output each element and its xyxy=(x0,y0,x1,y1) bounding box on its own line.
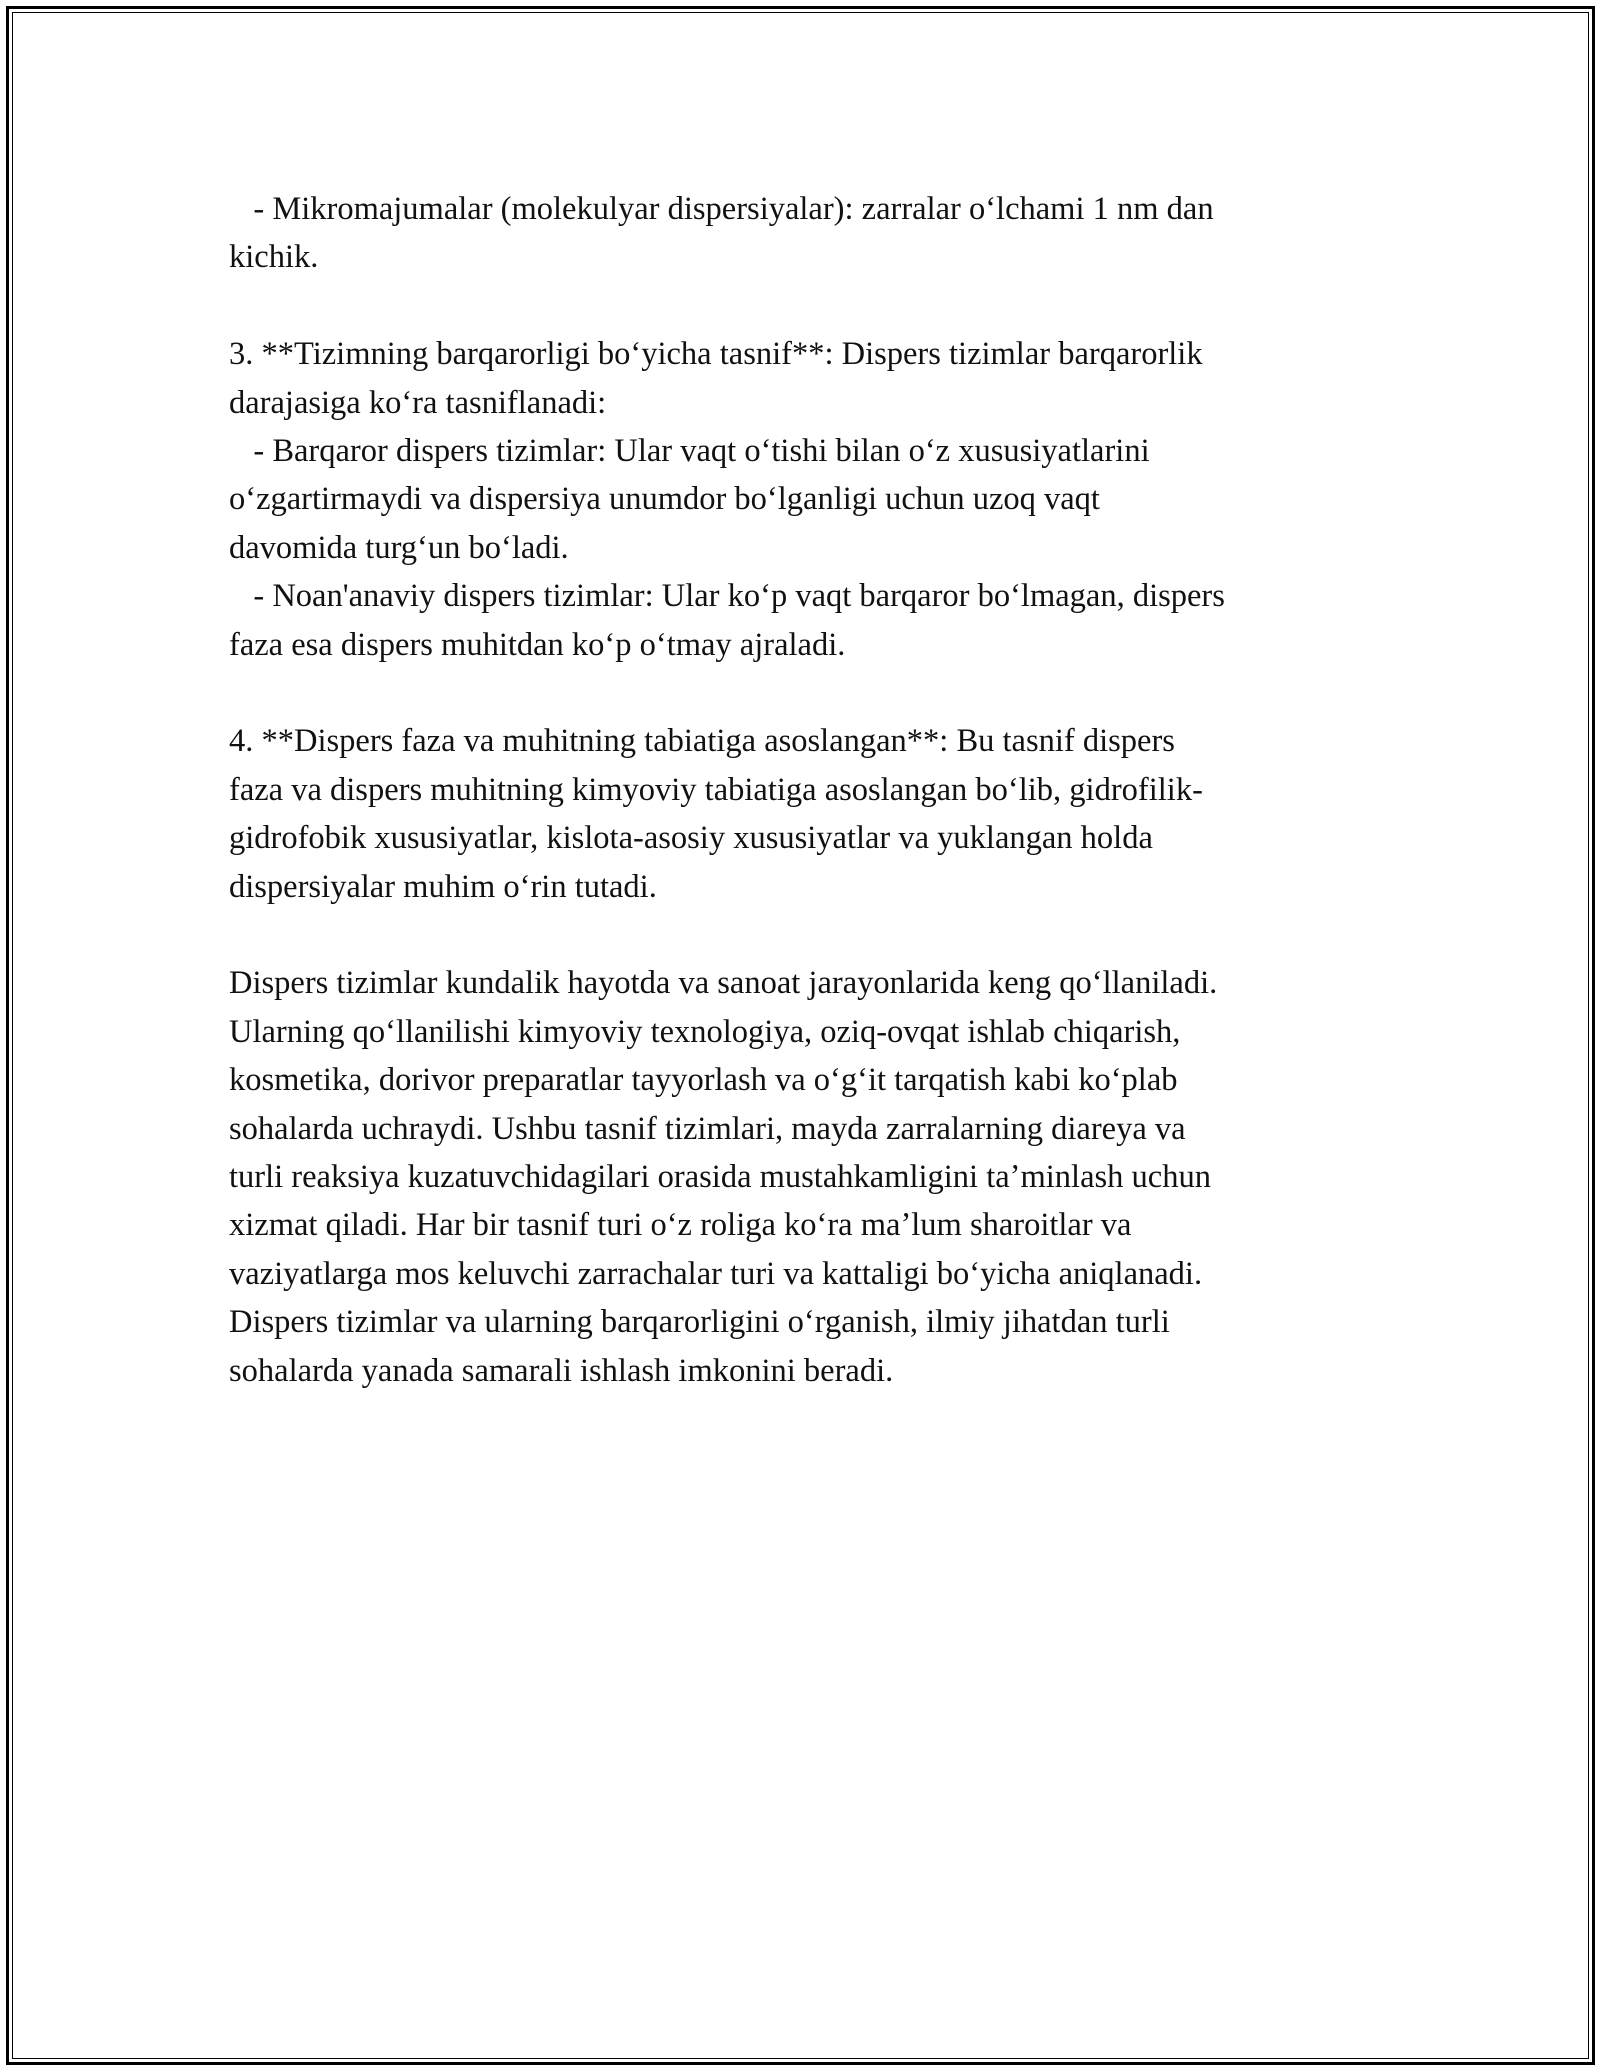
blank-line xyxy=(229,282,1369,330)
text-line: turli reaksiya kuzatuvchidagilari orasida mustahkamligini taʼminlash uchun xyxy=(229,1159,1211,1196)
text-line: - Mikromajumalar (molekulyar dispersiyalar): zarralar oʻlchami 1 nm dan xyxy=(229,191,1214,227)
text-line: faza va dispers muhitning kimyoviy tabiatiga asoslangan boʻlib, gidrofilik- xyxy=(229,771,1203,808)
text-line: gidrofobik xususiyatlar, kislota-asosiy xususiyatlar va yuklangan holda xyxy=(229,820,1153,857)
text-line: kosmetika, dorivor preparatlar tayyorlash va oʻgʻit tarqatish kabi koʻplab xyxy=(229,1062,1178,1099)
blank-line xyxy=(229,911,1369,959)
text-line: darajasiga koʻra tasniflanadi: xyxy=(229,384,607,421)
text-line: Dispers tizimlar va ularning barqarorligini oʻrganish, ilmiy jihatdan turli xyxy=(229,1304,1170,1341)
text-line: vaziyatlarga mos keluvchi zarrachalar turi va kattaligi boʻyicha aniqlanadi. xyxy=(229,1255,1203,1292)
text-line: - Barqaror dispers tizimlar: Ular vaqt oʻtishi bilan oʻz xususiyatlarini xyxy=(229,433,1150,470)
text-line: oʻzgartirmaydi va dispersiya unumdor boʻlganligi uchun uzoq vaqt xyxy=(229,481,1100,518)
blank-line xyxy=(229,669,1369,717)
text-line: xizmat qiladi. Har bir tasnif turi oʻz roliga koʻra maʼlum sharoitlar va xyxy=(229,1207,1132,1244)
document-body xyxy=(229,185,1369,1395)
text-line: sohalarda uchraydi. Ushbu tasnif tizimlari, mayda zarralarning diareya va xyxy=(229,1110,1186,1147)
text-line: dispersiyalar muhim oʻrin tutadi. xyxy=(229,868,657,905)
text-line: - Noan'anaviy dispers tizimlar: Ular koʻp vaqt barqaror boʻlmagan, dispers xyxy=(229,578,1225,615)
text-line: sohalarda yanada samarali ishlash imkonini beradi. xyxy=(229,1352,894,1389)
text-line: kichik. xyxy=(229,239,319,276)
text-line: faza esa dispers muhitdan koʻp oʻtmay ajraladi. xyxy=(229,626,846,663)
text-line: davomida turgʻun boʻladi. xyxy=(229,529,569,566)
text-line: 4. **Dispers faza va muhitning tabiatiga asoslangan**: Bu tasnif dispers xyxy=(229,723,1175,760)
text-line: Dispers tizimlar kundalik hayotda va sanoat jarayonlarida keng qoʻllaniladi. xyxy=(229,965,1218,1002)
text-line: Ularning qoʻllanilishi kimyoviy texnologiya, oziq-ovqat ishlab chiqarish, xyxy=(229,1013,1181,1050)
text-line: 3. **Tizimning barqarorligi boʻyicha tasnif**: Dispers tizimlar barqarorlik xyxy=(229,336,1203,373)
